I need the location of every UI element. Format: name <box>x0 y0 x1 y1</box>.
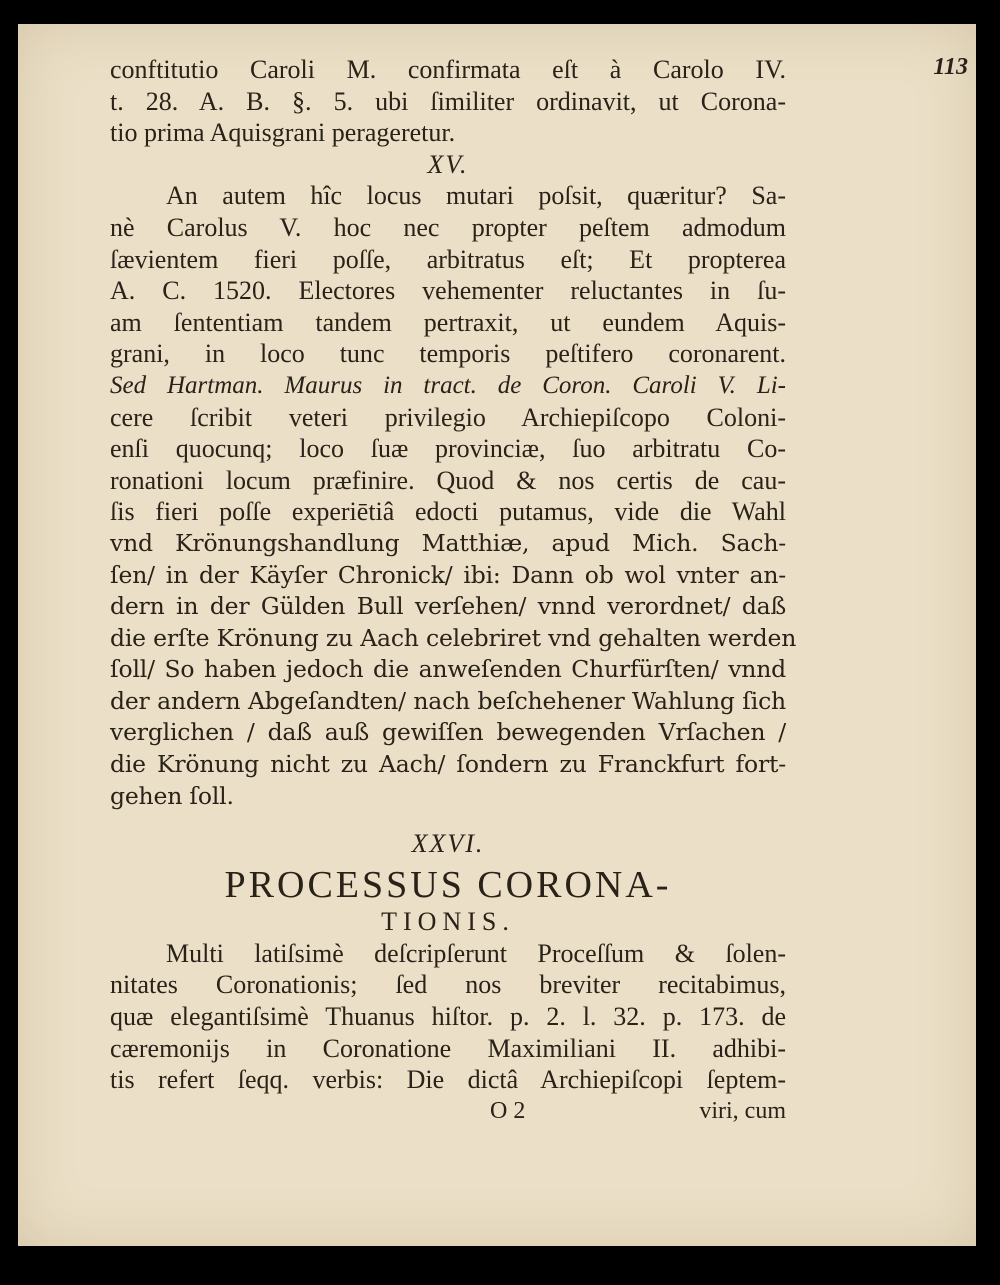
text-line: ſævientem fieri poſſe, arbitratus eſt; Et propterea <box>110 244 786 274</box>
fraktur-line: vnd Krönungshandlung Matthiæ, apud Mich. Sach- <box>110 528 786 557</box>
catchword: viri, cum <box>699 1097 786 1124</box>
chapter-heading: PROCESSUS CORONA- <box>224 864 672 907</box>
book-page <box>18 24 976 1246</box>
text-line: t. 28. A. B. §. 5. ubi ſimiliter ordinavit, ut Corona- <box>110 86 786 116</box>
text-line: conftitutio Caroli M. confirmata eſt à Carolo IV. <box>110 55 786 84</box>
text-line: cæremonijs in Coronatione Maximiliani II. adhibi- <box>110 1033 786 1063</box>
paragraph-3 <box>110 938 786 1096</box>
text-line: tis refert ſeqq. verbis: Die dictâ Archiepiſcopi ſeptem- <box>110 1065 786 1095</box>
paragraph-2 <box>110 180 797 812</box>
text-line: quæ elegantiſsimè Thuanus hiſtor. p. 2. l. 32. p. 173. de <box>110 1002 786 1032</box>
paragraph-1 <box>110 54 786 149</box>
fraktur-line: verglichen / daß auß gewiſſen bewegenden Vrſachen / <box>110 718 786 747</box>
section-number: XXVI. <box>411 829 485 859</box>
fraktur-line: ſoll/ So haben jedoch die anweſenden Churfürſten/ vnnd <box>110 655 786 684</box>
text-line: nitates Coronationis; ſed nos breviter recitabimus, <box>110 970 786 1000</box>
text-line: grani, in loco tunc temporis peſtifero coronarent. <box>110 339 786 369</box>
page-text <box>110 54 797 1127</box>
fraktur-line: ſen/ in der Käyſer Chronick/ ibi: Dann ob wol vnter an- <box>110 560 786 589</box>
text-line: am ſententiam tandem pertraxit, ut eundem Aquis- <box>110 307 786 337</box>
text-line: cere ſcribit veteri privilegio Archiepiſcopo Coloni- <box>110 402 786 432</box>
page-number: 113 <box>933 54 968 80</box>
page-footer <box>110 1096 786 1128</box>
fraktur-line: die erſte Krönung zu Aach celebriret vnd gehalten werden <box>110 623 797 652</box>
chapter-heading-continuation: TIONIS. <box>381 907 515 937</box>
text-line: A. C. 1520. Electores vehementer reluctantes in ſu- <box>110 276 786 306</box>
signature-mark: O 2 <box>490 1097 526 1124</box>
fraktur-line: gehen ſoll. <box>110 781 234 810</box>
text-line: nè Carolus V. hoc nec propter peſtem admodum <box>110 212 786 242</box>
text-line: tio prima Aquisgrani perageretur. <box>110 118 456 148</box>
fraktur-line: der andern Abgeſandten/ nach beſchehener Wahlung ſich <box>110 686 786 715</box>
text-line: ronationi locum præfinire. Quod & nos certis de cau- <box>110 465 786 495</box>
text-line: ſis fieri poſſe experiētiâ edocti putamus, vide die Wahl <box>110 497 786 527</box>
text-line: Sed Hartman. Maurus in tract. de Coron. Caroli V. Li- <box>110 371 786 399</box>
fraktur-line: dern in der Gülden Bull verſehen/ vnnd verordnet/ daß <box>110 592 786 621</box>
text-line: An autem hîc locus mutari poſsit, quæritur? Sa- <box>166 181 786 211</box>
text-line: enſi quocunq; loco ſuæ provinciæ, ſuo arbitratu Co- <box>110 434 786 464</box>
fraktur-line: die Krönung nicht zu Aach/ ſondern zu Franckfurt fort- <box>110 750 786 779</box>
section-number: XV. <box>427 149 469 179</box>
text-line: Multi latiſsimè deſcripſerunt Proceſſum & ſolen- <box>166 938 786 968</box>
